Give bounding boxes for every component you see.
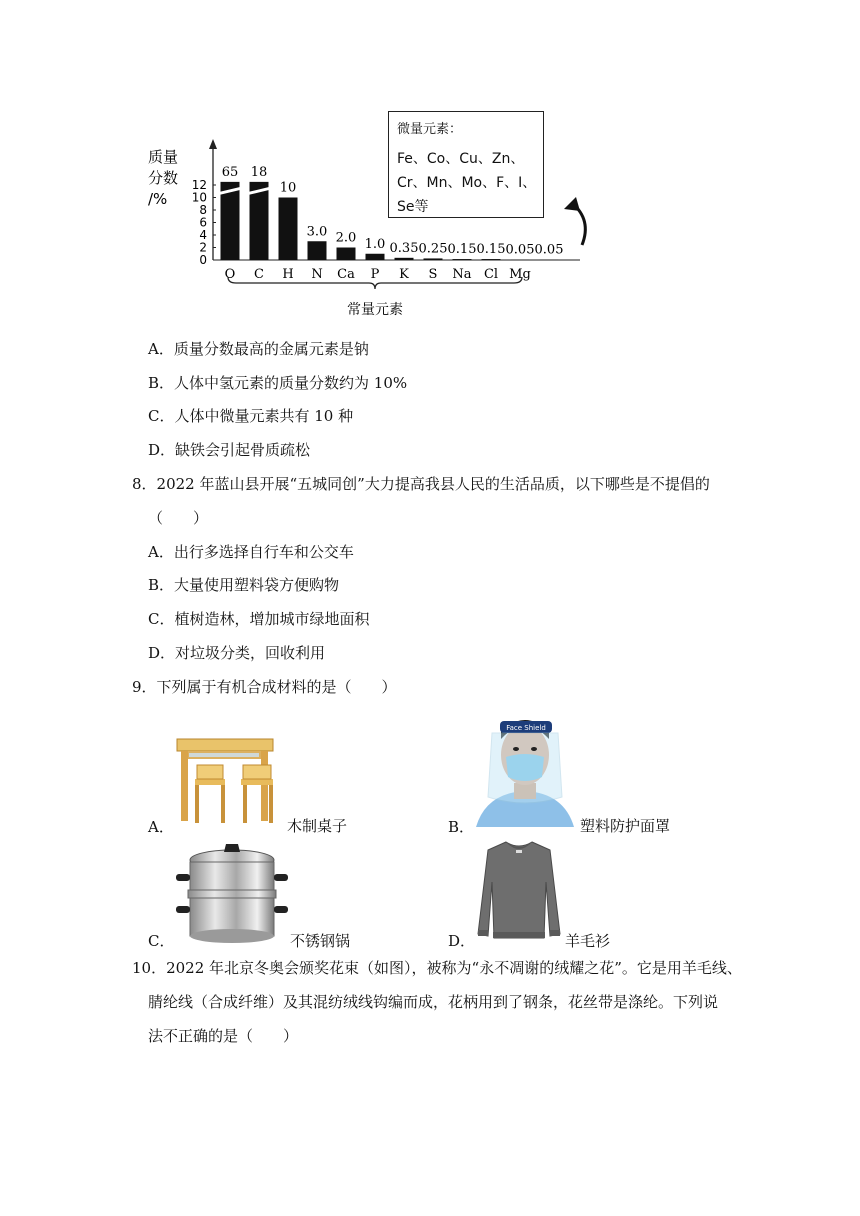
q9-option-a-caption: 木制桌子 [287,817,348,835]
q8-stem: 8．2022 年蓝山县开展“五城同创”大力提高我县人民的生活品质，以下哪些是不提倡的 [132,475,710,493]
bar [279,198,298,261]
x-tick-label: Mg [509,267,531,282]
q8-option-b: B．大量使用塑料袋方便购物 [148,576,340,594]
data-label: 1.0 [364,236,386,252]
trace-elements-line: Fe、Co、Cu、Zn、 [397,151,525,167]
data-label: 65 [221,164,239,180]
y-axis-label-line: 分数 [148,169,179,187]
bar [482,259,501,260]
q9-option-b-label: B． [448,818,475,836]
x-tick-label: H [282,267,294,282]
q9-option-d-label: D． [448,932,476,950]
q8-option-c: C．植树造林，增加城市绿地面积 [148,610,370,628]
steel-pot-image [172,838,290,946]
curved-arrow-icon [564,197,585,245]
data-label: 0.05 [534,242,564,258]
data-label: 0.25 [418,241,448,257]
y-tick-label: 2 [199,240,207,255]
x-tick-label: O [224,267,236,282]
y-axis-label [148,148,178,208]
q8-answer-bracket: （ ） [148,509,209,527]
bar [337,248,356,261]
data-label: 0.35 [389,240,419,256]
trace-elements-line: Se等 [397,199,429,215]
q10-stem-line3: 法不正确的是（ ） [148,1027,299,1045]
q8-option-a: A．出行多选择自行车和公交车 [148,543,354,561]
q10-stem-line1: 10．2022 年北京冬奥会颁奖花束（如图），被称为“永不凋谢的绒耀之花”。它是用羊毛线、 [132,959,742,977]
bar [308,241,327,260]
q9-option-b-caption: 塑料防护面罩 [580,817,671,835]
trace-elements-box [388,111,544,218]
bar [424,258,443,260]
y-tick-label: 10 [191,190,207,205]
q9-option-a-label: A． [148,818,174,836]
data-label: 3.0 [306,224,328,240]
y-tick-label: 8 [199,203,207,217]
face-shield-band-text: Face Shield [506,724,546,732]
x-tick-label: Ca [337,267,355,282]
q9-option-c-caption: 不锈钢锅 [290,932,351,950]
data-label: 2.0 [335,230,357,246]
arrow-head [564,197,580,211]
q9-option-d-caption: 羊毛衫 [565,932,611,950]
x-tick-label: C [254,267,264,282]
bracket-label: 常量元素 [347,302,403,318]
y-tick-label: 12 [191,178,207,192]
q9-option-c-label: C． [148,932,175,950]
x-tick-label: Na [452,267,472,282]
bar [366,254,385,260]
wooden-desk-image [175,735,287,827]
data-label: 18 [250,164,268,180]
x-tick-labels [225,267,531,282]
q7-option-c: C．人体中微量元素共有 10 种 [148,407,354,425]
x-tick-label: S [428,267,438,282]
x-tick-label: Cl [483,267,499,282]
bar [395,258,414,260]
q8-option-d: D．对垃圾分类，回收利用 [148,644,326,662]
y-axis-label-line: /% [148,190,168,208]
x-tick-label: N [311,267,323,282]
bar [453,259,472,260]
major-elements-bracket [228,277,522,318]
q7-option-d: D．缺铁会引起骨质疏松 [148,441,311,459]
y-axis-label-line: 质量 [148,148,179,166]
y-tick-label: 4 [199,228,207,242]
x-tick-label: P [370,267,380,282]
data-label: 0.15 [476,242,506,258]
y-tick-label: 0 [199,253,207,267]
q10-stem-line2: 腈纶线（合成纤维）及其混纺绒线钩编而成，花柄用到了钢条，花丝带是涤纶。下列说 [148,993,719,1011]
wool-sweater-image [476,838,562,942]
data-label: 10 [279,180,297,196]
face-shield-image [476,705,574,827]
data-label: 0.05 [505,242,535,258]
trace-elements-line: Cr、Mn、Mo、F、I、 [397,175,537,191]
y-axis-arrow-icon [209,139,217,149]
trace-elements-title: 微量元素： [397,122,463,137]
q7-option-a: A．质量分数最高的金属元素是钠 [148,340,369,358]
y-tick-label: 6 [199,215,207,230]
q9-stem: 9．下列属于有机合成材料的是（ ） [132,678,397,696]
q7-option-b: B．人体中氢元素的质量分数约为 10% [148,374,408,392]
x-tick-label: K [399,267,409,282]
data-label: 0.15 [447,242,477,258]
